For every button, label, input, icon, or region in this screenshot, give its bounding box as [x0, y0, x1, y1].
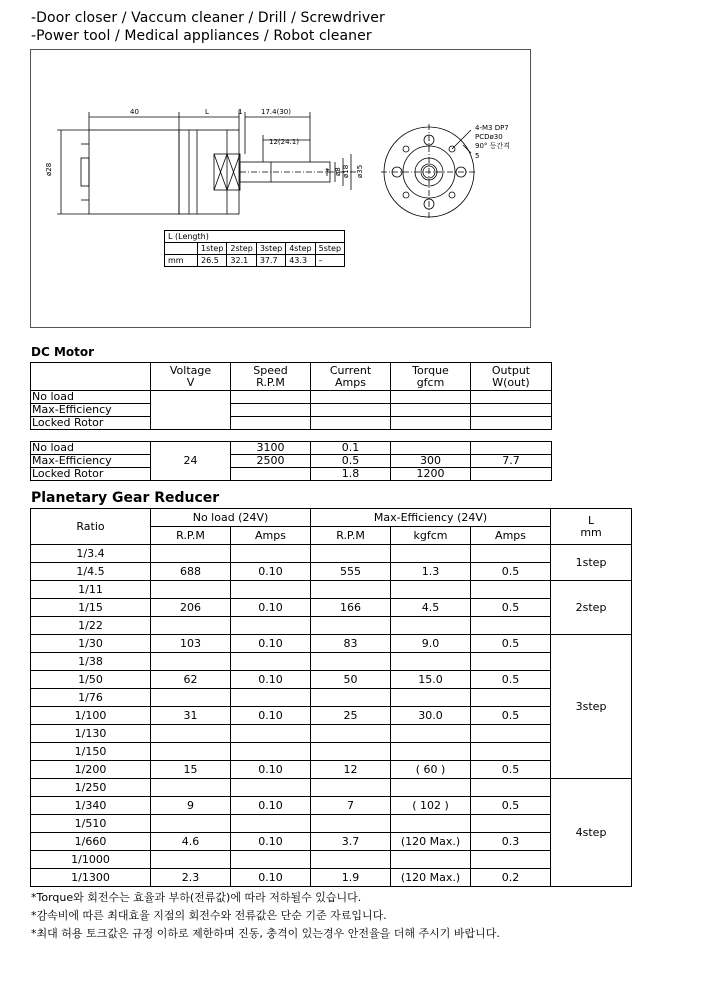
speed-value: 2500 — [231, 455, 311, 468]
gear-value-cell: 83 — [311, 635, 391, 653]
gear-value-cell — [311, 689, 391, 707]
gear-value-cell — [311, 725, 391, 743]
gear-value-cell — [231, 743, 311, 761]
gear-value-cell: 0.10 — [231, 797, 311, 815]
gear-row — [31, 545, 632, 563]
length-step-header: 3step — [256, 243, 285, 255]
gear-row — [31, 563, 632, 581]
row-label: Max-Efficiency — [31, 455, 151, 468]
gear-value-cell: 103 — [151, 635, 231, 653]
gear-value-cell — [311, 581, 391, 599]
gear-row — [31, 581, 632, 599]
dim-d18: ø18 — [342, 164, 350, 178]
gear-value-cell — [151, 545, 231, 563]
gear-value-cell — [231, 815, 311, 833]
gear-value-cell — [471, 851, 551, 869]
gear-value-cell: 206 — [151, 599, 231, 617]
gear-value-cell: 9.0 — [391, 635, 471, 653]
gear-value-cell — [471, 581, 551, 599]
torque-value — [391, 442, 471, 455]
ratio-cell: 1/76 — [31, 689, 151, 707]
gear-value-cell: 555 — [311, 563, 391, 581]
ratio-cell: 1/100 — [31, 707, 151, 725]
gear-value-cell: 0.10 — [231, 635, 311, 653]
dc-motor-title: DC Motor — [31, 345, 95, 359]
gear-row — [31, 851, 632, 869]
gear-value-cell: 0.10 — [231, 599, 311, 617]
sub-header: R.P.M — [151, 527, 231, 545]
length-title: L (Length) — [165, 231, 345, 243]
gear-value-cell — [391, 725, 471, 743]
dim-7: 7 — [325, 168, 330, 176]
gear-value-cell: 0.2 — [471, 869, 551, 887]
ratio-cell: 1/510 — [31, 815, 151, 833]
gear-value-cell — [471, 815, 551, 833]
dim-1: 1 — [238, 108, 243, 116]
gear-value-cell: 15.0 — [391, 671, 471, 689]
gear-value-cell — [471, 617, 551, 635]
gear-value-cell: 0.10 — [231, 671, 311, 689]
ratio-cell: 1/200 — [31, 761, 151, 779]
gear-value-cell — [391, 653, 471, 671]
sub-header: kgfcm — [391, 527, 471, 545]
sub-header: Amps — [231, 527, 311, 545]
gear-value-cell: 0.5 — [471, 599, 551, 617]
row-label: Locked Rotor — [31, 417, 151, 430]
header-voltage-unit: V — [186, 375, 195, 389]
gear-row — [31, 635, 632, 653]
length-value: 37.7 — [256, 255, 285, 267]
gear-value-cell — [231, 779, 311, 797]
gear-value-cell: ( 60 ) — [391, 761, 471, 779]
gear-value-cell — [391, 545, 471, 563]
gear-value-cell: 1.3 — [391, 563, 471, 581]
ratio-cell: 1/150 — [31, 743, 151, 761]
gear-value-cell: 3.7 — [311, 833, 391, 851]
gear-value-cell — [471, 743, 551, 761]
gear-row — [31, 599, 632, 617]
gear-value-cell — [151, 689, 231, 707]
ratio-cell: 1/1300 — [31, 869, 151, 887]
gear-table — [30, 508, 632, 887]
gear-value-cell: 9 — [151, 797, 231, 815]
gear-value-cell — [231, 545, 311, 563]
current-value: 1.8 — [311, 468, 391, 481]
hole-note: 4-M3 DP7 — [475, 124, 509, 132]
torque-value: 300 — [391, 455, 471, 468]
motor-body — [89, 130, 179, 214]
gear-value-cell: 31 — [151, 707, 231, 725]
gear-value-cell: 0.10 — [231, 869, 311, 887]
gear-value-cell — [231, 725, 311, 743]
gear-value-cell: 0.5 — [471, 761, 551, 779]
gear-value-cell: 62 — [151, 671, 231, 689]
step-cell: 1step — [551, 545, 632, 581]
gear-row — [31, 671, 632, 689]
length-header — [551, 509, 632, 545]
gear-row — [31, 743, 632, 761]
length-step-header: 4step — [286, 243, 315, 255]
gear-value-cell: 0.3 — [471, 833, 551, 851]
ratio-cell: 1/11 — [31, 581, 151, 599]
ratio-cell: 1/1000 — [31, 851, 151, 869]
gear-value-cell — [231, 617, 311, 635]
header-output-unit: W(out) — [492, 375, 530, 389]
ratio-cell: 1/30 — [31, 635, 151, 653]
dc-motor-table-top — [30, 362, 552, 430]
length-step-header: 1step — [198, 243, 227, 255]
gear-value-cell: 0.5 — [471, 635, 551, 653]
output-value — [471, 442, 552, 455]
current-value: 0.5 — [311, 455, 391, 468]
note-3: *최대 허용 토크값은 규정 이하로 제한하며 진동, 충격이 있는경우 안전율을 더해 주시기 바랍니다. — [31, 927, 500, 940]
header-torque-unit: gfcm — [416, 375, 445, 389]
output-value — [471, 468, 552, 481]
gear-value-cell: 0.10 — [231, 761, 311, 779]
gear-value-cell: 0.10 — [231, 833, 311, 851]
gear-value-cell: 4.6 — [151, 833, 231, 851]
gear-value-cell — [151, 851, 231, 869]
gear-value-cell — [231, 653, 311, 671]
dc-motor-table — [30, 441, 552, 481]
gear-value-cell — [311, 815, 391, 833]
ratio-cell: 1/3.4 — [31, 545, 151, 563]
ratio-cell: 1/22 — [31, 617, 151, 635]
gear-value-cell — [231, 581, 311, 599]
dim-d8: ø8 — [334, 167, 342, 176]
header-torque: Torque — [412, 363, 449, 377]
gear-row — [31, 797, 632, 815]
length-unit: mm — [165, 255, 198, 267]
application-line-2: -Power tool / Medical appliances / Robot cleaner — [31, 28, 372, 44]
gear-value-cell: 15 — [151, 761, 231, 779]
step-cell: 3step — [551, 635, 632, 779]
gear-value-cell — [311, 851, 391, 869]
gear-value-cell — [151, 779, 231, 797]
row-label: No load — [31, 442, 151, 455]
gear-value-cell — [391, 581, 471, 599]
gear-value-cell: 0.5 — [471, 797, 551, 815]
output-value: 7.7 — [471, 455, 552, 468]
header-output: Output — [491, 363, 531, 377]
gear-value-cell — [391, 743, 471, 761]
ratio-cell: 1/15 — [31, 599, 151, 617]
ratio-cell: 1/38 — [31, 653, 151, 671]
gear-value-cell — [391, 617, 471, 635]
gear-value-cell — [311, 545, 391, 563]
gear-value-cell: 0.5 — [471, 707, 551, 725]
gear-value-cell — [231, 851, 311, 869]
gear-value-cell — [391, 851, 471, 869]
ratio-cell: 1/50 — [31, 671, 151, 689]
ratio-cell: 1/660 — [31, 833, 151, 851]
gear-value-cell — [151, 617, 231, 635]
gear-value-cell — [151, 581, 231, 599]
note-1: *Torque와 회전수는 효율과 부하(전류값)에 따라 저하될수 있습니다. — [31, 891, 362, 904]
dim-d35: ø35 — [356, 164, 364, 178]
dim-17: 17.4(30) — [261, 108, 291, 116]
row-label: Max-Efficiency — [31, 404, 151, 417]
gear-row — [31, 689, 632, 707]
gear-value-cell: 2.3 — [151, 869, 231, 887]
gear-value-cell — [471, 689, 551, 707]
gear-value-cell: 688 — [151, 563, 231, 581]
gear-value-cell — [391, 815, 471, 833]
gear-row — [31, 725, 632, 743]
gear-value-cell — [471, 725, 551, 743]
maxeff-header: Max-Efficiency (24V) — [311, 509, 551, 527]
gear-row — [31, 761, 632, 779]
gear-value-cell: 0.10 — [231, 563, 311, 581]
gear-value-cell: 4.5 — [391, 599, 471, 617]
length-value: 32.1 — [227, 255, 256, 267]
gear-value-cell — [311, 653, 391, 671]
gear-row — [31, 833, 632, 851]
gear-value-cell: ( 102 ) — [391, 797, 471, 815]
gear-value-cell — [311, 617, 391, 635]
gear-value-cell: 1.9 — [311, 869, 391, 887]
gear-value-cell: (120 Max.) — [391, 869, 471, 887]
gear-row — [31, 815, 632, 833]
gear-value-cell — [391, 689, 471, 707]
gear-value-cell — [471, 653, 551, 671]
gear-value-cell: (120 Max.) — [391, 833, 471, 851]
gear-value-cell: 0.5 — [471, 563, 551, 581]
header-speed: Speed — [253, 363, 288, 377]
row-label: Locked Rotor — [31, 468, 151, 481]
drawing-svg — [31, 50, 530, 327]
spacing-note: 90° 등간격 — [475, 142, 510, 150]
row-label: No load — [31, 391, 151, 404]
gear-value-cell: 30.0 — [391, 707, 471, 725]
angle-note: 5 — [475, 152, 480, 160]
sub-header: R.P.M — [311, 527, 391, 545]
gear-value-cell — [471, 545, 551, 563]
header-current-unit: Amps — [335, 375, 366, 389]
step-cell: 4step — [551, 779, 632, 887]
ratio-cell: 1/340 — [31, 797, 151, 815]
gear-value-cell: 25 — [311, 707, 391, 725]
gear-value-cell — [151, 725, 231, 743]
gear-value-cell: 12 — [311, 761, 391, 779]
gear-title: Planetary Gear Reducer — [31, 490, 220, 506]
gear-value-cell — [151, 815, 231, 833]
pcd-note: PCDø30 — [475, 133, 503, 141]
gearbox — [179, 130, 239, 214]
noload-header: No load (24V) — [151, 509, 311, 527]
dim-12: 12(24.1) — [269, 138, 299, 146]
dim-40: 40 — [130, 108, 139, 116]
length-table — [164, 230, 345, 267]
gear-row — [31, 869, 632, 887]
gear-value-cell — [151, 743, 231, 761]
gear-value-cell — [151, 653, 231, 671]
gear-value-cell: 0.10 — [231, 707, 311, 725]
ratio-cell: 1/130 — [31, 725, 151, 743]
header-current: Current — [329, 363, 372, 377]
technical-drawing — [30, 49, 531, 328]
length-value: 26.5 — [198, 255, 227, 267]
length-step-header: 2step — [227, 243, 256, 255]
gear-value-cell — [311, 779, 391, 797]
length-step-header: 5step — [315, 243, 344, 255]
gear-value-cell: 0.5 — [471, 671, 551, 689]
step-cell: 2step — [551, 581, 632, 635]
dim-L: L — [205, 108, 209, 116]
gear-value-cell — [391, 779, 471, 797]
gear-value-cell — [311, 743, 391, 761]
note-2: *감속비에 따른 최대효율 지점의 회전수와 전류값은 단순 기준 자료입니다. — [31, 909, 387, 922]
gear-value-cell — [231, 689, 311, 707]
application-line-1: -Door closer / Vaccum cleaner / Drill / Screwdriver — [31, 10, 385, 26]
ratio-cell: 1/250 — [31, 779, 151, 797]
torque-value: 1200 — [391, 468, 471, 481]
speed-value: 3100 — [231, 442, 311, 455]
dim-d28: ø28 — [45, 162, 53, 176]
ratio-cell: 1/4.5 — [31, 563, 151, 581]
gear-row — [31, 779, 632, 797]
length-value: 43.3 — [286, 255, 315, 267]
gear-value-cell: 7 — [311, 797, 391, 815]
ratio-header: Ratio — [31, 509, 151, 545]
sub-header: Amps — [471, 527, 551, 545]
gear-row — [31, 617, 632, 635]
length-header-unit: mm — [580, 525, 602, 539]
gear-row — [31, 707, 632, 725]
gear-value-cell: 166 — [311, 599, 391, 617]
gear-value-cell — [471, 779, 551, 797]
gear-row — [31, 653, 632, 671]
gear-value-cell: 50 — [311, 671, 391, 689]
current-value: 0.1 — [311, 442, 391, 455]
voltage-value: 24 — [151, 442, 231, 481]
speed-value — [231, 468, 311, 481]
header-voltage: Voltage — [169, 363, 212, 377]
length-header-label: L — [587, 513, 595, 527]
header-speed-unit: R.P.M — [256, 375, 285, 389]
length-value: – — [315, 255, 344, 267]
